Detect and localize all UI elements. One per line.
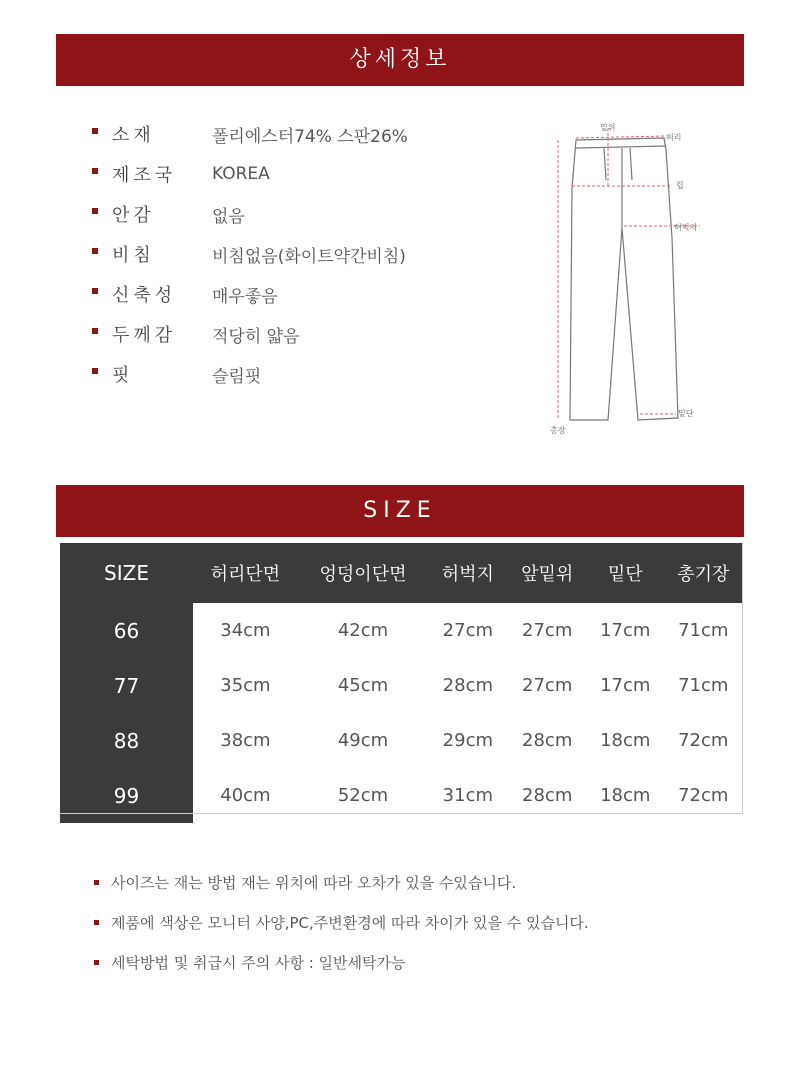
table-cell: 17cm: [600, 620, 651, 641]
header-size: SIZE: [60, 543, 193, 603]
note-text: 사이즈는 재는 방법 재는 위치에 따라 오차가 있을 수있습니다.: [111, 873, 517, 892]
spec-label: 신축성: [112, 285, 177, 306]
note-item: [94, 902, 589, 942]
table-cell: 34cm: [220, 620, 271, 641]
bullet-icon: [94, 880, 99, 885]
pants-outline-icon: [570, 138, 678, 420]
size-cell: 99: [60, 768, 193, 823]
table-cell: 28cm: [522, 730, 573, 751]
table-cell: 17cm: [600, 675, 651, 696]
bullet-icon: [94, 920, 99, 925]
table-cell: 38cm: [220, 730, 271, 751]
note-text: 제품에 색상은 모니터 사양,PC,주변환경에 따라 차이가 있을 수 있습니다.: [111, 913, 589, 932]
spec-label: 제조국: [112, 165, 177, 186]
table-cell: 27cm: [442, 620, 494, 641]
spec-value: 비침없음(화이트약간비침): [212, 246, 406, 267]
bullet-icon: [92, 328, 98, 334]
detail-info-title: 상세정보: [349, 47, 451, 72]
table-cell: 40cm: [220, 785, 271, 806]
table-cell: 42cm: [337, 620, 389, 641]
bullet-icon: [92, 128, 98, 134]
table-row: [60, 713, 743, 768]
size-cell: 66: [60, 603, 193, 658]
detail-info-banner: [56, 34, 744, 86]
spec-value: KOREA: [212, 164, 270, 184]
spec-row-stretch: [92, 274, 408, 314]
table-row: [60, 658, 743, 713]
spec-value: 매우좋음: [212, 286, 278, 307]
table-cell: 31cm: [442, 785, 494, 806]
table-cell: 28cm: [442, 675, 494, 696]
bullet-icon: [92, 248, 98, 254]
table-cell: 35cm: [220, 675, 271, 696]
label-hem: 밑단: [678, 409, 694, 418]
table-cell: 71cm: [678, 675, 729, 696]
table-cell: 72cm: [678, 785, 729, 806]
table-cell: 27cm: [522, 620, 573, 641]
header-hem: 밑단: [587, 543, 664, 603]
bullet-icon: [92, 208, 98, 214]
spec-value: 슬림핏: [212, 366, 262, 387]
table-cell: 49cm: [337, 730, 389, 751]
spec-row-sheerness: [92, 234, 408, 274]
label-rise: 밑위: [600, 123, 616, 132]
header-hip: 엉덩이단면: [298, 543, 428, 603]
table-cell: 27cm: [522, 675, 573, 696]
spec-row-lining: [92, 194, 408, 234]
label-thigh: 허벅지: [674, 223, 698, 232]
size-cell: 77: [60, 658, 193, 713]
spec-row-material: [92, 114, 408, 154]
bullet-icon: [94, 960, 99, 965]
label-hip: 힙: [676, 181, 684, 190]
table-row: [60, 603, 743, 658]
spec-value: 없음: [212, 206, 245, 227]
size-table: [60, 543, 743, 823]
label-length: 총장: [550, 426, 566, 435]
spec-row-thickness: [92, 314, 408, 354]
table-cell: 18cm: [600, 785, 651, 806]
spec-label: 비침: [112, 245, 155, 266]
header-thigh: 허벅지: [428, 543, 507, 603]
table-cell: 52cm: [337, 785, 389, 806]
table-cell: 28cm: [522, 785, 573, 806]
spec-row-fit: [92, 354, 408, 394]
note-item: [94, 862, 589, 902]
note-text: 세탁방법 및 취급시 주의 사항 : 일반세탁가능: [111, 953, 406, 972]
table-cell: 18cm: [600, 730, 651, 751]
table-cell: 45cm: [337, 675, 389, 696]
header-waist: 허리단면: [193, 543, 298, 603]
spec-row-origin: [92, 154, 408, 194]
bullet-icon: [92, 168, 98, 174]
size-title: SIZE: [363, 498, 437, 523]
spec-label: 안감: [112, 205, 155, 226]
header-length: 총기장: [664, 543, 743, 603]
size-banner: [56, 485, 744, 537]
notes-list: [94, 862, 589, 982]
table-row: [60, 768, 743, 823]
bullet-icon: [92, 368, 98, 374]
table-cell: 72cm: [678, 730, 729, 751]
bullet-icon: [92, 288, 98, 294]
size-table-header: [60, 543, 743, 603]
size-cell: 88: [60, 713, 193, 768]
spec-list: [92, 114, 408, 394]
table-cell: 71cm: [678, 620, 729, 641]
header-front-rise: 앞밑위: [508, 543, 587, 603]
measurement-lines: [558, 128, 700, 420]
label-waist: 허리: [666, 133, 682, 142]
spec-label: 두께감: [112, 325, 177, 346]
spec-value: 폴리에스터74% 스판26%: [212, 126, 408, 147]
spec-label: 핏: [112, 365, 134, 386]
spec-label: 소재: [112, 125, 155, 146]
pants-measurement-diagram: [548, 118, 718, 440]
table-cell: 29cm: [442, 730, 494, 751]
spec-value: 적당히 얇음: [212, 326, 300, 347]
note-item: [94, 942, 589, 982]
